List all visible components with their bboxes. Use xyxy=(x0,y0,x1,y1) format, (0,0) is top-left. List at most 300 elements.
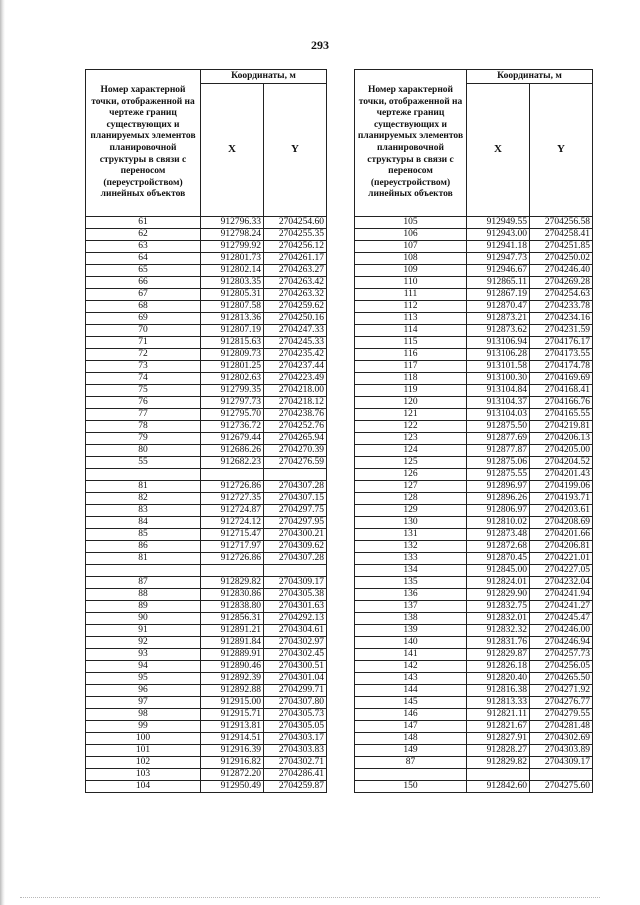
y-coordinate-cell: 2704205.00 xyxy=(530,445,593,457)
y-coordinate-cell: 2704257.73 xyxy=(530,649,593,661)
y-coordinate-cell: 2704263.42 xyxy=(264,277,327,289)
x-coordinate-cell: 912946.67 xyxy=(467,265,530,277)
point-number-header: Номер характерной точки, отображенной на чертеже границ существующих и планируемых элементов планировочной структуры в связи с переносом (переустройством) линейных объектов xyxy=(355,70,467,217)
point-number-cell: 73 xyxy=(86,361,201,373)
point-number-cell: 139 xyxy=(355,625,467,637)
y-coordinate-cell: 2704206.13 xyxy=(530,433,593,445)
table-row xyxy=(86,325,327,337)
table-row xyxy=(86,553,327,565)
x-coordinate-cell: 912831.76 xyxy=(467,637,530,649)
y-coordinate-cell: 2704251.85 xyxy=(530,241,593,253)
x-coordinate-cell: 912891.84 xyxy=(201,637,264,649)
x-coordinate-cell: 912914.51 xyxy=(201,733,264,745)
y-coordinate-cell: 2704245.47 xyxy=(530,613,593,625)
table-row xyxy=(86,613,327,625)
table-row xyxy=(86,493,327,505)
point-number-cell xyxy=(355,769,467,781)
y-coordinate-cell: 2704208.69 xyxy=(530,517,593,529)
table-row xyxy=(86,781,327,793)
scan-edge-shadow xyxy=(0,0,5,905)
table-row xyxy=(86,721,327,733)
y-coordinate-cell: 2704286.41 xyxy=(264,769,327,781)
x-coordinate-cell: 912727.35 xyxy=(201,493,264,505)
table-row xyxy=(86,337,327,349)
table-row xyxy=(355,493,593,505)
y-coordinate-cell: 2704279.55 xyxy=(530,709,593,721)
x-coordinate-cell: 912892.39 xyxy=(201,673,264,685)
x-coordinate-cell: 912842.60 xyxy=(467,781,530,793)
y-coordinate-cell: 2704303.89 xyxy=(530,745,593,757)
y-coordinate-cell: 2704303.17 xyxy=(264,733,327,745)
x-coordinate-cell: 912845.00 xyxy=(467,565,530,577)
x-coordinate-cell: 912821.67 xyxy=(467,721,530,733)
point-number-cell: 140 xyxy=(355,637,467,649)
table-row xyxy=(86,745,327,757)
table-row xyxy=(86,637,327,649)
x-coordinate-cell xyxy=(201,469,264,481)
point-number-cell: 133 xyxy=(355,553,467,565)
point-number-cell: 85 xyxy=(86,529,201,541)
point-number-cell: 143 xyxy=(355,673,467,685)
table-row xyxy=(86,289,327,301)
x-coordinate-cell: 912877.87 xyxy=(467,445,530,457)
y-coordinate-cell: 2704204.52 xyxy=(530,457,593,469)
point-number-cell: 115 xyxy=(355,337,467,349)
y-coordinate-cell: 2704302.45 xyxy=(264,649,327,661)
y-coordinate-cell: 2704259.62 xyxy=(264,301,327,313)
x-coordinate-cell: 912802.14 xyxy=(201,265,264,277)
y-coordinate-cell: 2704281.48 xyxy=(530,721,593,733)
table-row xyxy=(355,781,593,793)
table-row xyxy=(355,541,593,553)
y-coordinate-cell: 2704252.76 xyxy=(264,421,327,433)
x-coordinate-cell xyxy=(201,565,264,577)
point-number-cell: 125 xyxy=(355,457,467,469)
table-row xyxy=(355,289,593,301)
y-coordinate-cell: 2704309.62 xyxy=(264,541,327,553)
table-row xyxy=(86,577,327,589)
table-row xyxy=(86,217,327,229)
x-coordinate-cell: 912824.01 xyxy=(467,577,530,589)
table-row xyxy=(355,733,593,745)
x-coordinate-cell: 912796.33 xyxy=(201,217,264,229)
point-number-cell: 116 xyxy=(355,349,467,361)
y-coordinate-cell: 2704265.94 xyxy=(264,433,327,445)
y-coordinate-cell xyxy=(530,769,593,781)
y-coordinate-cell: 2704305.73 xyxy=(264,709,327,721)
y-coordinate-cell: 2704265.50 xyxy=(530,673,593,685)
table-row xyxy=(86,373,327,385)
x-coordinate-cell: 912890.46 xyxy=(201,661,264,673)
table-row xyxy=(355,325,593,337)
x-coordinate-cell: 913101.58 xyxy=(467,361,530,373)
x-coordinate-cell: 912913.81 xyxy=(201,721,264,733)
y-coordinate-cell: 2704303.83 xyxy=(264,745,327,757)
point-number-cell: 147 xyxy=(355,721,467,733)
table-row xyxy=(86,649,327,661)
table-row xyxy=(355,697,593,709)
y-coordinate-cell: 2704218.12 xyxy=(264,397,327,409)
point-number-cell: 92 xyxy=(86,637,201,649)
x-coordinate-cell: 912838.80 xyxy=(201,601,264,613)
x-coordinate-cell: 913104.84 xyxy=(467,385,530,397)
point-number-cell: 141 xyxy=(355,649,467,661)
x-coordinate-cell: 912872.20 xyxy=(201,769,264,781)
table-row xyxy=(355,313,593,325)
point-number-cell: 68 xyxy=(86,301,201,313)
y-coordinate-cell: 2704169.69 xyxy=(530,373,593,385)
point-number-cell: 132 xyxy=(355,541,467,553)
x-coordinate-cell: 912815.63 xyxy=(201,337,264,349)
x-coordinate-cell: 912891.21 xyxy=(201,625,264,637)
x-coordinate-cell: 912892.88 xyxy=(201,685,264,697)
table-row xyxy=(86,433,327,445)
x-coordinate-cell: 912826.18 xyxy=(467,661,530,673)
table-row xyxy=(355,757,593,769)
point-number-cell: 67 xyxy=(86,289,201,301)
point-number-cell: 100 xyxy=(86,733,201,745)
point-number-cell: 126 xyxy=(355,469,467,481)
point-number-cell: 119 xyxy=(355,385,467,397)
x-coordinate-cell: 912915.00 xyxy=(201,697,264,709)
point-number-cell: 93 xyxy=(86,649,201,661)
y-coordinate-cell: 2704256.12 xyxy=(264,241,327,253)
x-coordinate-cell: 912810.02 xyxy=(467,517,530,529)
y-coordinate-cell xyxy=(264,469,327,481)
coordinates-table-right xyxy=(354,69,593,793)
point-number-cell: 113 xyxy=(355,313,467,325)
x-coordinate-cell: 913104.03 xyxy=(467,409,530,421)
y-coordinate-cell: 2704301.04 xyxy=(264,673,327,685)
y-coordinate-cell: 2704302.69 xyxy=(530,733,593,745)
y-coordinate-cell: 2704271.92 xyxy=(530,685,593,697)
table-row xyxy=(86,481,327,493)
x-coordinate-cell: 912798.24 xyxy=(201,229,264,241)
table-row xyxy=(86,457,327,469)
x-coordinate-cell: 912896.26 xyxy=(467,493,530,505)
table-row xyxy=(355,385,593,397)
point-number-cell: 137 xyxy=(355,601,467,613)
point-number-cell: 66 xyxy=(86,277,201,289)
x-coordinate-cell: 912803.35 xyxy=(201,277,264,289)
y-coordinate-cell: 2704307.80 xyxy=(264,697,327,709)
y-coordinate-cell: 2704238.76 xyxy=(264,409,327,421)
point-number-cell: 79 xyxy=(86,433,201,445)
point-number-cell: 95 xyxy=(86,673,201,685)
x-coordinate-cell: 912813.36 xyxy=(201,313,264,325)
y-coordinate-cell: 2704223.49 xyxy=(264,373,327,385)
x-coordinate-cell: 913106.94 xyxy=(467,337,530,349)
y-coordinate-cell: 2704297.95 xyxy=(264,517,327,529)
point-number-cell: 148 xyxy=(355,733,467,745)
y-coordinate-cell: 2704309.17 xyxy=(530,757,593,769)
x-coordinate-cell: 912872.68 xyxy=(467,541,530,553)
table-row xyxy=(355,673,593,685)
table-row xyxy=(86,757,327,769)
point-number-cell: 149 xyxy=(355,745,467,757)
table-row xyxy=(86,301,327,313)
table-row xyxy=(86,313,327,325)
y-coordinate-cell: 2704300.21 xyxy=(264,529,327,541)
point-number-cell: 81 xyxy=(86,481,201,493)
x-coordinate-cell: 912802.63 xyxy=(201,373,264,385)
table-row xyxy=(355,253,593,265)
point-number-cell: 87 xyxy=(355,757,467,769)
point-number-cell: 118 xyxy=(355,373,467,385)
x-coordinate-cell: 912807.58 xyxy=(201,301,264,313)
x-coordinate-cell: 912726.86 xyxy=(201,481,264,493)
point-number-cell xyxy=(86,565,201,577)
table-row xyxy=(355,661,593,673)
y-coordinate-cell: 2704276.77 xyxy=(530,697,593,709)
y-coordinate-cell: 2704233.78 xyxy=(530,301,593,313)
point-number-cell: 90 xyxy=(86,613,201,625)
x-coordinate-cell: 912875.50 xyxy=(467,421,530,433)
y-coordinate-cell: 2704292.13 xyxy=(264,613,327,625)
x-coordinate-cell: 912877.69 xyxy=(467,433,530,445)
point-number-cell: 63 xyxy=(86,241,201,253)
y-coordinate-cell: 2704237.44 xyxy=(264,361,327,373)
point-number-cell: 108 xyxy=(355,253,467,265)
x-coordinate-cell: 912801.25 xyxy=(201,361,264,373)
x-coordinate-cell: 912947.73 xyxy=(467,253,530,265)
x-coordinate-cell: 912797.73 xyxy=(201,397,264,409)
x-coordinate-cell: 912682.23 xyxy=(201,457,264,469)
y-coordinate-cell: 2704168.41 xyxy=(530,385,593,397)
table-row xyxy=(355,529,593,541)
x-coordinate-cell: 912820.40 xyxy=(467,673,530,685)
table-row xyxy=(355,685,593,697)
point-number-cell: 109 xyxy=(355,265,467,277)
x-coordinate-cell: 912873.21 xyxy=(467,313,530,325)
y-coordinate-cell: 2704300.51 xyxy=(264,661,327,673)
y-coordinate-cell: 2704302.97 xyxy=(264,637,327,649)
table-row xyxy=(86,385,327,397)
x-coordinate-cell: 912896.97 xyxy=(467,481,530,493)
y-coordinate-cell: 2704256.05 xyxy=(530,661,593,673)
y-coordinate-cell: 2704307.15 xyxy=(264,493,327,505)
table-row xyxy=(355,445,593,457)
x-coordinate-cell: 912941.18 xyxy=(467,241,530,253)
point-number-cell: 122 xyxy=(355,421,467,433)
y-coordinate-cell: 2704301.63 xyxy=(264,601,327,613)
point-number-cell: 78 xyxy=(86,421,201,433)
x-coordinate-cell: 912915.71 xyxy=(201,709,264,721)
table-row xyxy=(355,601,593,613)
table-row xyxy=(355,577,593,589)
point-number-cell: 101 xyxy=(86,745,201,757)
x-coordinate-cell: 912829.87 xyxy=(467,649,530,661)
point-number-cell: 102 xyxy=(86,757,201,769)
x-coordinate-cell: 912856.31 xyxy=(201,613,264,625)
table-row xyxy=(355,217,593,229)
y-coordinate-cell: 2704246.40 xyxy=(530,265,593,277)
point-number-cell: 87 xyxy=(86,577,201,589)
point-number-cell: 77 xyxy=(86,409,201,421)
x-coordinate-cell: 912726.86 xyxy=(201,553,264,565)
point-number-cell: 142 xyxy=(355,661,467,673)
point-number-cell: 89 xyxy=(86,601,201,613)
y-coordinate-cell: 2704254.63 xyxy=(530,289,593,301)
y-column-header: Y xyxy=(530,84,593,217)
y-coordinate-cell xyxy=(264,565,327,577)
table-row xyxy=(86,409,327,421)
y-coordinate-cell: 2704307.28 xyxy=(264,553,327,565)
x-coordinate-cell: 912916.39 xyxy=(201,745,264,757)
point-number-cell: 106 xyxy=(355,229,467,241)
x-coordinate-cell: 912949.55 xyxy=(467,217,530,229)
y-coordinate-cell: 2704231.59 xyxy=(530,325,593,337)
table-row xyxy=(355,505,593,517)
table-row xyxy=(355,745,593,757)
x-coordinate-cell: 912809.73 xyxy=(201,349,264,361)
y-coordinate-cell: 2704166.76 xyxy=(530,397,593,409)
x-coordinate-cell: 912736.72 xyxy=(201,421,264,433)
x-coordinate-cell: 912832.75 xyxy=(467,601,530,613)
x-coordinate-cell: 912873.48 xyxy=(467,529,530,541)
table-row xyxy=(355,553,593,565)
x-coordinate-cell: 912950.49 xyxy=(201,781,264,793)
y-coordinate-cell: 2704245.33 xyxy=(264,337,327,349)
x-coordinate-cell: 912806.97 xyxy=(467,505,530,517)
point-number-cell: 70 xyxy=(86,325,201,337)
x-coordinate-cell: 912832.32 xyxy=(467,625,530,637)
point-number-cell: 61 xyxy=(86,217,201,229)
table-row xyxy=(355,277,593,289)
x-coordinate-cell: 912870.47 xyxy=(467,301,530,313)
y-coordinate-cell: 2704221.01 xyxy=(530,553,593,565)
x-column-header: X xyxy=(201,84,264,217)
y-coordinate-cell: 2704241.27 xyxy=(530,601,593,613)
point-number-cell: 64 xyxy=(86,253,201,265)
point-number-cell: 134 xyxy=(355,565,467,577)
table-row xyxy=(355,301,593,313)
table-row xyxy=(355,517,593,529)
x-coordinate-cell: 912875.06 xyxy=(467,457,530,469)
table-row xyxy=(355,349,593,361)
x-coordinate-cell: 912828.27 xyxy=(467,745,530,757)
y-coordinate-cell: 2704309.17 xyxy=(264,577,327,589)
point-number-cell: 55 xyxy=(86,457,201,469)
point-number-header: Номер характерной точки, отображенной на чертеже границ существующих и планируемых элементов планировочной структуры в связи с переносом (переустройством) линейных объектов xyxy=(86,70,201,217)
table-row xyxy=(86,709,327,721)
point-number-cell: 83 xyxy=(86,505,201,517)
point-number-cell: 96 xyxy=(86,685,201,697)
x-coordinate-cell: 912799.92 xyxy=(201,241,264,253)
point-number-cell: 105 xyxy=(355,217,467,229)
point-number-cell: 76 xyxy=(86,397,201,409)
y-coordinate-cell: 2704232.04 xyxy=(530,577,593,589)
point-number-cell: 112 xyxy=(355,301,467,313)
x-coordinate-cell: 912816.38 xyxy=(467,685,530,697)
x-coordinate-cell: 912717.97 xyxy=(201,541,264,553)
x-coordinate-cell: 912875.55 xyxy=(467,469,530,481)
table-row xyxy=(355,421,593,433)
point-number-cell: 129 xyxy=(355,505,467,517)
y-coordinate-cell: 2704193.71 xyxy=(530,493,593,505)
table-row xyxy=(86,241,327,253)
y-coordinate-cell: 2704235.42 xyxy=(264,349,327,361)
point-number-cell: 145 xyxy=(355,697,467,709)
table-row xyxy=(86,601,327,613)
point-number-cell: 65 xyxy=(86,265,201,277)
y-coordinate-cell: 2704176.17 xyxy=(530,337,593,349)
point-number-cell xyxy=(86,469,201,481)
x-coordinate-cell: 912821.11 xyxy=(467,709,530,721)
table-row xyxy=(86,589,327,601)
x-coordinate-cell: 912679.44 xyxy=(201,433,264,445)
x-coordinate-cell: 912686.26 xyxy=(201,445,264,457)
x-coordinate-cell: 912724.12 xyxy=(201,517,264,529)
y-coordinate-cell: 2704250.16 xyxy=(264,313,327,325)
y-coordinate-cell: 2704201.43 xyxy=(530,469,593,481)
y-coordinate-cell: 2704276.59 xyxy=(264,457,327,469)
y-coordinate-cell: 2704259.87 xyxy=(264,781,327,793)
y-coordinate-cell: 2704258.41 xyxy=(530,229,593,241)
scan-bottom-noise xyxy=(20,897,600,899)
table-row xyxy=(86,229,327,241)
point-number-cell: 94 xyxy=(86,661,201,673)
x-coordinate-cell: 912813.33 xyxy=(467,697,530,709)
y-coordinate-cell: 2704227.05 xyxy=(530,565,593,577)
y-coordinate-cell: 2704307.28 xyxy=(264,481,327,493)
table-row xyxy=(355,649,593,661)
y-coordinate-cell: 2704246.00 xyxy=(530,625,593,637)
table-row xyxy=(355,721,593,733)
point-number-cell: 150 xyxy=(355,781,467,793)
y-coordinate-cell: 2704234.16 xyxy=(530,313,593,325)
point-number-cell: 99 xyxy=(86,721,201,733)
y-coordinate-cell: 2704275.60 xyxy=(530,781,593,793)
table-row xyxy=(355,397,593,409)
point-number-cell: 80 xyxy=(86,445,201,457)
x-coordinate-cell: 912829.90 xyxy=(467,589,530,601)
y-coordinate-cell: 2704263.27 xyxy=(264,265,327,277)
point-number-cell: 110 xyxy=(355,277,467,289)
point-number-cell: 144 xyxy=(355,685,467,697)
table-row xyxy=(86,685,327,697)
point-number-cell: 138 xyxy=(355,613,467,625)
y-coordinate-cell: 2704201.66 xyxy=(530,529,593,541)
table-row xyxy=(355,373,593,385)
table-row xyxy=(86,769,327,781)
point-number-cell: 124 xyxy=(355,445,467,457)
x-coordinate-cell: 912830.86 xyxy=(201,589,264,601)
table-row xyxy=(355,613,593,625)
point-number-cell: 84 xyxy=(86,517,201,529)
point-number-cell: 74 xyxy=(86,373,201,385)
coordinates-header: Координаты, м xyxy=(467,70,593,84)
table-row xyxy=(86,421,327,433)
point-number-cell: 81 xyxy=(86,553,201,565)
y-coordinate-cell: 2704174.78 xyxy=(530,361,593,373)
point-number-cell: 82 xyxy=(86,493,201,505)
y-coordinate-cell: 2704261.17 xyxy=(264,253,327,265)
table-row xyxy=(86,529,327,541)
y-coordinate-cell: 2704305.05 xyxy=(264,721,327,733)
point-number-cell: 86 xyxy=(86,541,201,553)
x-coordinate-cell: 912916.82 xyxy=(201,757,264,769)
x-coordinate-cell: 912889.91 xyxy=(201,649,264,661)
table-row xyxy=(355,565,593,577)
table-row xyxy=(86,277,327,289)
y-coordinate-cell: 2704304.61 xyxy=(264,625,327,637)
coordinates-body-left xyxy=(86,217,327,793)
table-row xyxy=(86,505,327,517)
x-coordinate-cell: 912829.82 xyxy=(467,757,530,769)
y-coordinate-cell: 2704247.33 xyxy=(264,325,327,337)
table-row xyxy=(86,253,327,265)
